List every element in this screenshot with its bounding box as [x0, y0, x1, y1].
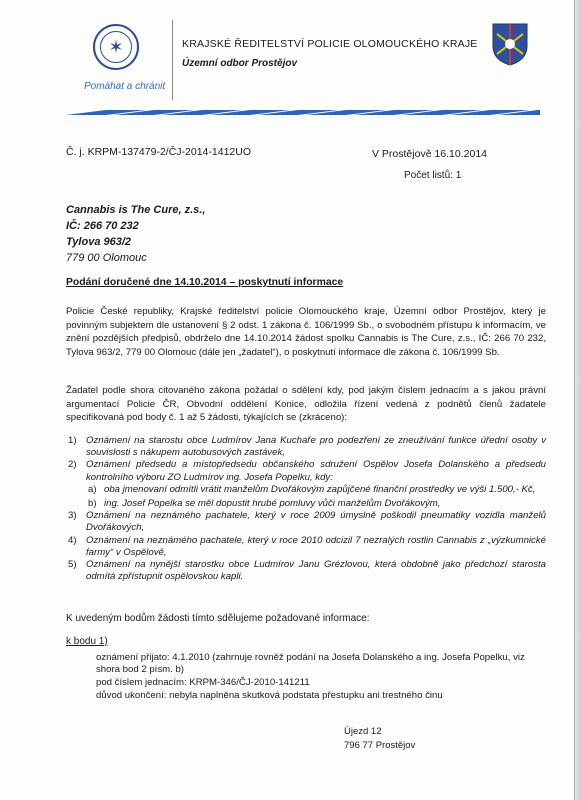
footer-street: Újezd 12: [344, 726, 382, 737]
decorative-stripe: [66, 108, 540, 118]
point-1-heading: k bodu 1): [66, 636, 108, 647]
footer-city: 796 77 Prostějov: [344, 740, 416, 751]
addressee-line: Tylova 963/2: [66, 236, 132, 248]
header-divider: [172, 20, 173, 100]
addressee-line: IČ: 266 70 232: [66, 220, 139, 232]
request-list: [66, 435, 546, 583]
answers-intro: K uvedeným bodům žádosti tímto sdělujeme požadované informace:: [66, 613, 370, 624]
star-icon: ✶: [100, 31, 132, 63]
department-name: Územní odbor Prostějov: [182, 58, 298, 69]
list-item: 3) Oznámení na neznámého pachatele, který v roce 2009 úmyslně poškodil pneumatiky vozidla manželů Dvořákových,: [68, 510, 546, 534]
paragraph-request-summary: Žadatel podle shora citovaného zákona požádal o sdělení kdy, pod jakým číslem jednacím a s jakou právní argumentací Policie ČR, Obvodní oddělení Konice, odložila řízení vedená z podnětů členů žadatele specifikovaná pod body č. 1 až 5 žádosti, týkajících se (zkráceno):: [66, 385, 546, 424]
police-seal-logo: [93, 24, 139, 70]
motto: Pomáhat a chránit: [84, 81, 166, 92]
point-1-reason: důvod ukončení: nebyla naplněna skutková podstata přestupku ani trestného činu: [96, 690, 443, 701]
list-item: 5) Oznámení na nynější starostku obce Ludmírov Janu Grézlovou, která obdobně jako předchozí starosta odmítá zpřístupnit ospělovskou kapli.: [68, 559, 546, 583]
institution-name: KRAJSKÉ ŘEDITELSTVÍ POLICIE OLOMOUCKÉHO KRAJE: [182, 38, 478, 50]
point-1-number: pod číslem jednacím: KRPM-346/ČJ-2010-141211: [96, 677, 310, 688]
page-edge-shadow: [574, 0, 581, 800]
addressee-line: Cannabis is The Cure, z.s.,: [66, 204, 206, 216]
region-crest-logo: [491, 22, 529, 66]
list-subitem: b) ing. Josef Popelka se měl dopustit hrubé pomluvy vůči manželům Dvořákovým,: [88, 498, 441, 510]
reference-number: Č. j. KRPM-137479-2/ČJ-2014-1412UO: [66, 146, 252, 158]
paragraph-request-received: Policie České republiky, Krajské ředitelství policie Olomouckého kraje, Územní odbor Prostějov, který je povinným subjektem dle ustanovení § 2 odst. 1 zákona č. 106/1999 Sb., o svobodném přístupu k informacím, ve znění pozdějších předpisů, obdrželo dne 14.10.2014 žádost spolku Cannabis is The Cure, z.s., IČ: 266 70 232, Tylova 963/2, 779 00 Olomouc (dále jen „žadatel“), o poskytnutí informace dle zákona č. 106/1999 Sb.: [66, 306, 546, 358]
list-item: 1) Oznámení na starostu obce Ludmírov Jana Kuchaře pro podezření ze zneužívání funkce úřední osoby v souvislosti s nákupem autobusových zastávek,: [68, 435, 546, 459]
list-item: 4) Oznámení na neznámého pachatele, který v roce 2010 odcizil 7 nezralých rostlin Cannabis z „výzkumnické farmy“ v Ospělově,: [68, 534, 546, 558]
sheet-count: Počet listů: 1: [404, 170, 462, 181]
addressee-line: 779 00 Olomouc: [66, 252, 147, 264]
point-1-received: oznámení přijato: 4.1.2010 (zahrnuje rovněž podání na Josefa Dolanského a ing. Josefa Popelku, viz shora bod 2 písm. b): [96, 652, 525, 676]
list-item: 2) Oznámení předsedu a místopředsedu občanského sdružení Ospělov Josefa Dolanského a předsedu kontrolního výboru ZO Ludmírov ing. Josefa Popelku, kdy:: [68, 459, 546, 483]
place-date: V Prostějově 16.10.2014: [372, 148, 487, 160]
subject-line: Podání doručené dne 14.10.2014 – poskytnutí informace: [66, 277, 344, 288]
list-subitem: a) oba jmenovaní odmítli vrátit manželům Dvořákovým zapůjčené finanční prostředky ve výši 1.500,- Kč,: [88, 483, 536, 495]
